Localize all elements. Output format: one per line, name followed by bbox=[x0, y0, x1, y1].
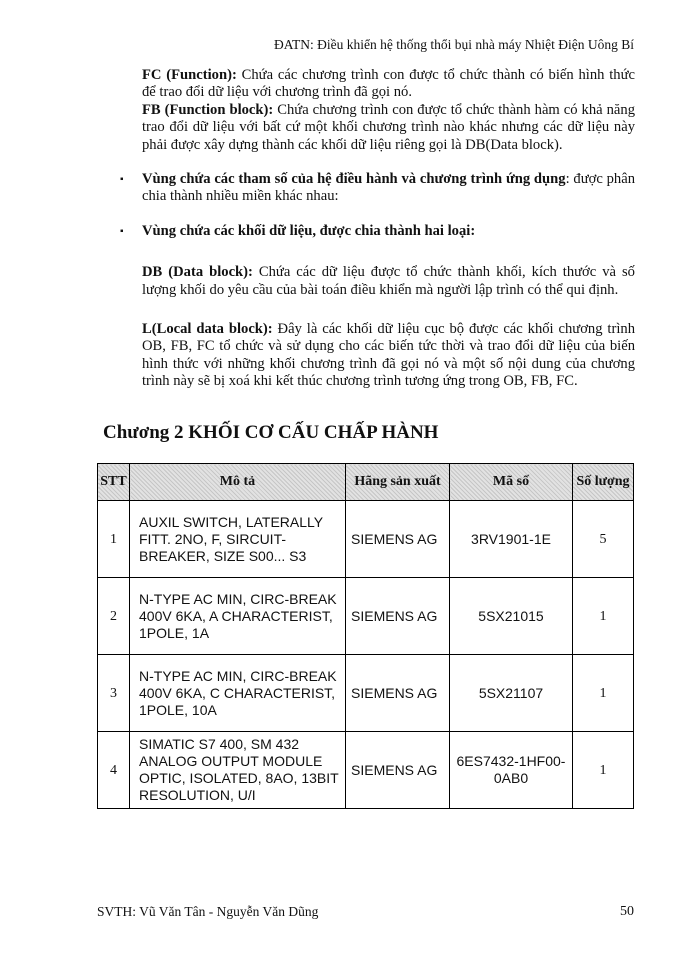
fb-term: FB (Function block): bbox=[142, 101, 274, 118]
cell-stt: 3 bbox=[98, 655, 130, 732]
l-text: Đây là các khối dữ liệu cục bộ được các khối chương trình OB, FB, FC tổ chức và sử dụng cho các biến tức thời và trao đổi dữ liệu của biến hình thức với những khối chương trình đã gọi nó và một số nội dung của chương trình này sẽ bị xoá khi kết thúc chương trình tương ứng trong OB, FB, FC. bbox=[142, 321, 635, 390]
cell-stt: 4 bbox=[98, 732, 130, 809]
bullet-item bbox=[120, 171, 635, 206]
cell-quantity: 1 bbox=[573, 578, 634, 655]
fb-text: Chứa chương trình con được tổ chức thành hàm có khả năng trao đổi dữ liệu với bất cứ một khối chương trình nào khác nhưng các dữ liệu này phải được xây dựng thành các khối dữ liệu riêng gọi là DB(Data block). bbox=[142, 101, 635, 153]
cell-description: SIMATIC S7 400, SM 432 ANALOG OUTPUT MODULE OPTIC, ISOLATED, 8AO, 13BIT RESOLUTION, U/I bbox=[130, 732, 346, 809]
cell-stt: 1 bbox=[98, 501, 130, 578]
cell-description: N-TYPE AC MIN, CIRC-BREAK 400V 6KA, A CHARACTERIST, 1POLE, 1A bbox=[130, 578, 346, 655]
fc-text: Chứa các chương trình con được tổ chức thành có biến hình thức để trao đổi dữ liệu với chương trình đã gọi nó. bbox=[142, 67, 635, 101]
cell-quantity: 1 bbox=[573, 655, 634, 732]
cell-description: AUXIL SWITCH, LATERALLY FITT. 2NO, F, SIRCUIT-BREAKER, SIZE S00... S3 bbox=[130, 501, 346, 578]
cell-quantity: 5 bbox=[573, 501, 634, 578]
chapter-title: Chương 2 KHỐI CƠ CẤU CHẤP HÀNH bbox=[103, 422, 439, 443]
l-paragraph bbox=[142, 321, 635, 391]
cell-code: 5SX21107 bbox=[450, 655, 573, 732]
fc-paragraph bbox=[142, 67, 635, 102]
bullet1-text: : được phân chia thành nhiều miền khác nhau: bbox=[142, 171, 635, 205]
bullet2-term: Vùng chứa các khối dữ liệu, được chia thành hai loại: bbox=[142, 222, 476, 239]
db-paragraph bbox=[142, 264, 635, 299]
header-quantity: Số lượng bbox=[573, 464, 634, 501]
cell-manufacturer: SIEMENS AG bbox=[346, 578, 450, 655]
table-row bbox=[98, 501, 634, 578]
table-header-row bbox=[98, 464, 634, 501]
page-number: 50 bbox=[620, 904, 634, 919]
cell-code: 3RV1901-1E bbox=[450, 501, 573, 578]
bullet-icon: ▪ bbox=[120, 225, 124, 237]
body-text bbox=[120, 67, 635, 391]
cell-code: 5SX21015 bbox=[450, 578, 573, 655]
cell-quantity: 1 bbox=[573, 732, 634, 809]
l-term: L(Local data block): bbox=[142, 321, 273, 338]
table-row bbox=[98, 655, 634, 732]
header-description: Mô tả bbox=[130, 464, 346, 501]
bullet-icon: ▪ bbox=[120, 174, 124, 186]
cell-manufacturer: SIEMENS AG bbox=[346, 655, 450, 732]
cell-manufacturer: SIEMENS AG bbox=[346, 732, 450, 809]
cell-manufacturer: SIEMENS AG bbox=[346, 501, 450, 578]
header-stt: STT bbox=[98, 464, 130, 501]
cell-description: N-TYPE AC MIN, CIRC-BREAK 400V 6KA, C CHARACTERIST, 1POLE, 10A bbox=[130, 655, 346, 732]
header-manufacturer: Hãng sản xuất bbox=[346, 464, 450, 501]
db-term: DB (Data block): bbox=[142, 264, 253, 281]
bullet1-term: Vùng chứa các tham số của hệ điều hành và chương trình ứng dụng bbox=[142, 171, 566, 188]
table-row bbox=[98, 732, 634, 809]
page-header: ĐATN: Điều khiển hệ thống thổi bụi nhà máy Nhiệt Điện Uông Bí bbox=[274, 37, 634, 52]
footer-author: SVTH: Vũ Văn Tân - Nguyễn Văn Dũng bbox=[97, 904, 319, 919]
cell-code: 6ES7432-1HF00-0AB0 bbox=[450, 732, 573, 809]
fc-term: FC (Function): bbox=[142, 67, 237, 83]
parts-table bbox=[97, 463, 634, 809]
db-text: Chứa các dữ liệu được tổ chức thành khối, kích thước và số lượng khối do yêu cầu của bài toán điều khiển mà người lập trình có thể qui định. bbox=[142, 264, 635, 298]
bullet-item bbox=[120, 222, 635, 240]
cell-stt: 2 bbox=[98, 578, 130, 655]
header-code: Mã số bbox=[450, 464, 573, 501]
table-row bbox=[98, 578, 634, 655]
fb-paragraph bbox=[142, 102, 635, 154]
